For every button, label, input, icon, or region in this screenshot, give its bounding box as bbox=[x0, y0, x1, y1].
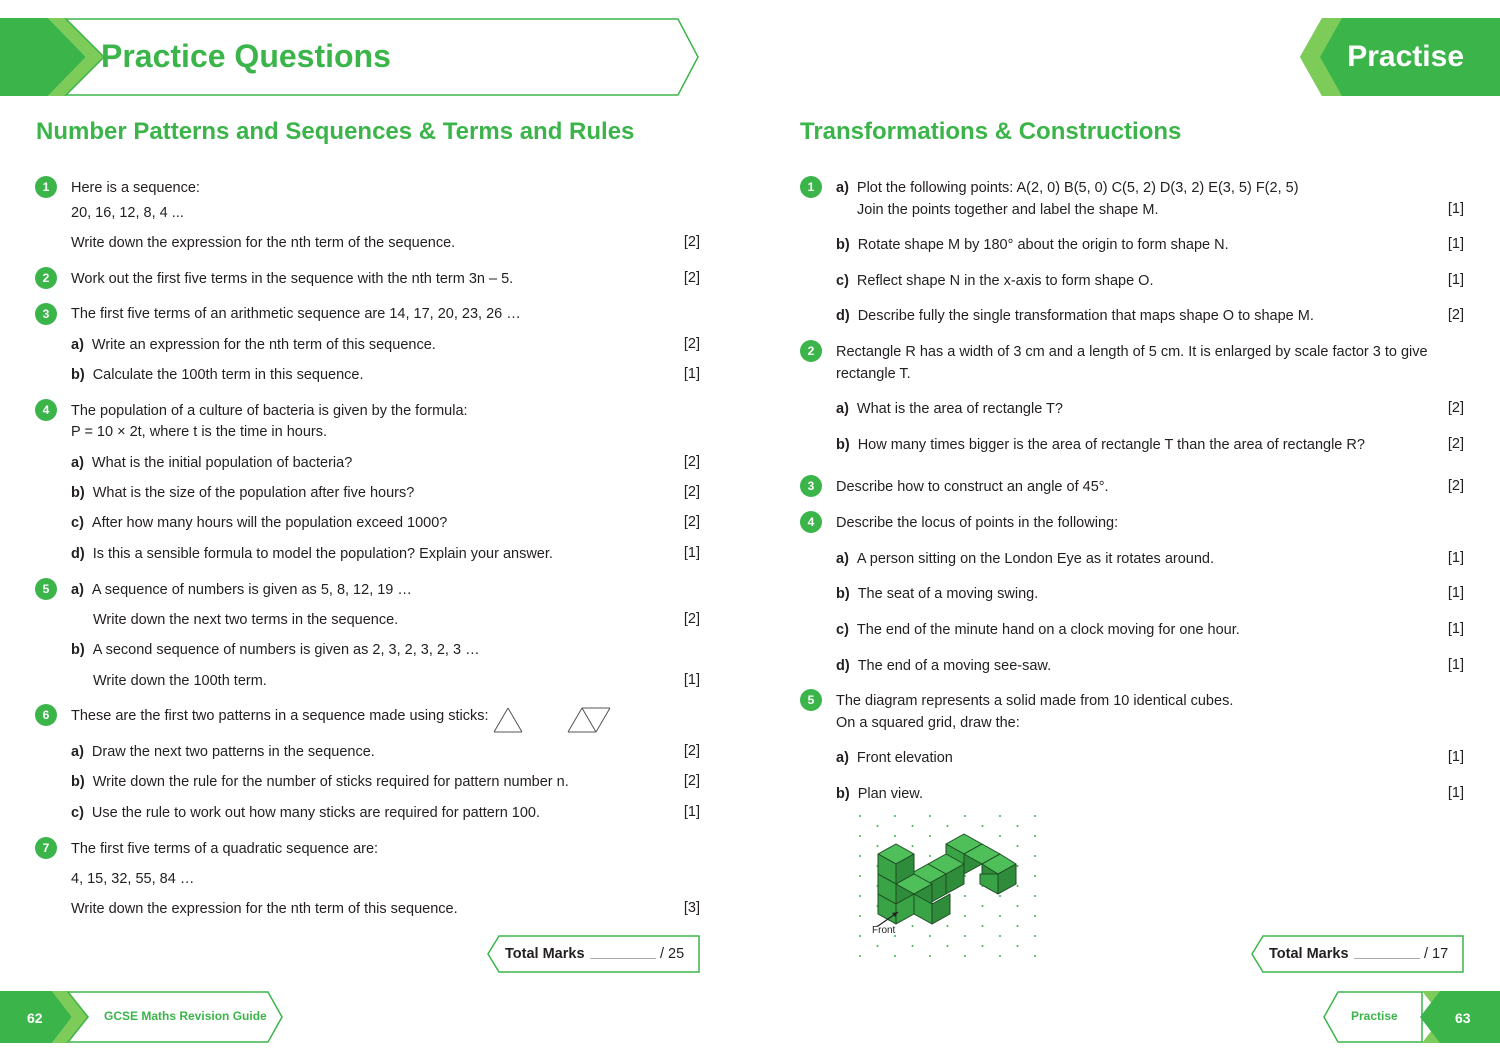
question-number: 1 bbox=[35, 176, 57, 198]
part-label: a) bbox=[836, 551, 849, 567]
grid-dot bbox=[859, 875, 861, 877]
part-label: a) bbox=[71, 744, 84, 760]
part-text: Rotate shape M by 180° about the origin to form shape N. bbox=[857, 237, 1229, 253]
part-text: After how many hours will the population exceed 1000? bbox=[91, 515, 448, 531]
grid-dot bbox=[1034, 855, 1036, 857]
total-marks-label: Total Marks bbox=[505, 946, 585, 962]
part-label: b) bbox=[836, 237, 850, 253]
mark: [1] bbox=[1447, 201, 1464, 217]
grid-dot bbox=[1034, 955, 1036, 957]
part-text: A sequence of numbers is given as 5, 8, 12, 19 … bbox=[91, 582, 412, 598]
mark: [2] bbox=[683, 743, 700, 759]
question-number: 1 bbox=[800, 176, 822, 198]
grid-dot bbox=[859, 835, 861, 837]
grid-dot bbox=[964, 955, 966, 957]
part-label: c) bbox=[71, 805, 84, 821]
footer-book-title: GCSE Maths Revision Guide bbox=[104, 1009, 267, 1023]
part-text: A person sitting on the London Eye as it rotates around. bbox=[856, 551, 1215, 567]
grid-dot bbox=[982, 925, 984, 927]
part-row bbox=[836, 657, 1051, 675]
grid-dot bbox=[859, 815, 861, 817]
grid-dot bbox=[912, 845, 914, 847]
part-label: b) bbox=[836, 786, 850, 802]
part-row bbox=[71, 641, 480, 659]
mark: [1] bbox=[1447, 621, 1464, 637]
part-label: c) bbox=[836, 273, 849, 289]
grid-dot bbox=[999, 935, 1001, 937]
mark: [1] bbox=[1447, 550, 1464, 566]
part-row bbox=[71, 545, 553, 563]
part-label: d) bbox=[836, 308, 850, 324]
part-label: a) bbox=[836, 180, 849, 196]
question-text: Describe the locus of points in the following: bbox=[836, 515, 1119, 531]
part-label: a) bbox=[71, 337, 84, 353]
right-section-title: Transformations & Constructions bbox=[800, 118, 1182, 145]
mark: [2] bbox=[1447, 478, 1464, 494]
part-label: b) bbox=[836, 437, 850, 453]
part-text: Is this a sensible formula to model the population? Explain your answer. bbox=[92, 546, 553, 562]
mark: [2] bbox=[683, 484, 700, 500]
part-label: b) bbox=[71, 642, 85, 658]
mark: [2] bbox=[683, 611, 700, 627]
left-section-title: Number Patterns and Sequences & Terms and Rules bbox=[36, 118, 635, 145]
part-row bbox=[71, 773, 569, 791]
grid-dot bbox=[894, 835, 896, 837]
mark: [2] bbox=[683, 514, 700, 530]
question-text: On a squared grid, draw the: bbox=[836, 715, 1020, 731]
mark: [1] bbox=[683, 804, 700, 820]
grid-dot bbox=[929, 835, 931, 837]
question-text: rectangle T. bbox=[836, 366, 911, 382]
question-text: The first five terms of an arithmetic sequence are 14, 17, 20, 23, 26 … bbox=[71, 306, 521, 322]
question-number: 2 bbox=[35, 267, 57, 289]
question-number: 2 bbox=[800, 340, 822, 362]
grid-dot bbox=[859, 955, 861, 957]
total-marks-line bbox=[1354, 958, 1420, 959]
mark: [2] bbox=[1447, 307, 1464, 323]
grid-dot bbox=[859, 855, 861, 857]
part-row bbox=[836, 307, 1314, 325]
grid-dot bbox=[982, 905, 984, 907]
part-text: How many times bigger is the area of rectangle T than the area of rectangle R? bbox=[857, 437, 1365, 453]
part-text: What is the area of rectangle T? bbox=[856, 401, 1063, 417]
part-row bbox=[836, 400, 1063, 418]
part-row bbox=[71, 514, 447, 532]
grid-dot bbox=[877, 825, 879, 827]
grid-dot bbox=[964, 815, 966, 817]
grid-dot bbox=[1034, 895, 1036, 897]
part-row bbox=[836, 585, 1038, 603]
grid-dot bbox=[1017, 865, 1019, 867]
part-text: Reflect shape N in the x-axis to form shape O. bbox=[856, 273, 1154, 289]
grid-dot bbox=[859, 935, 861, 937]
grid-dot bbox=[947, 925, 949, 927]
question-text: P = 10 × 2t, where t is the time in hours. bbox=[71, 424, 328, 440]
grid-dot bbox=[1034, 875, 1036, 877]
part-text: The end of a moving see-saw. bbox=[857, 658, 1052, 674]
part-label: b) bbox=[71, 485, 85, 501]
part-row bbox=[836, 436, 1365, 454]
grid-dot bbox=[982, 945, 984, 947]
mark: [2] bbox=[683, 270, 700, 286]
grid-dot bbox=[859, 895, 861, 897]
part-text: What is the initial population of bacteria? bbox=[91, 455, 353, 471]
part-label: a) bbox=[836, 750, 849, 766]
grid-dot bbox=[1017, 925, 1019, 927]
question-text: Work out the first five terms in the sequence with the nth term 3n – 5. bbox=[71, 271, 514, 287]
part-row bbox=[836, 749, 953, 767]
question-text: The population of a culture of bacteria is given by the formula: bbox=[71, 403, 468, 419]
stick-patterns-diagram bbox=[492, 702, 616, 736]
total-marks-label: Total Marks bbox=[1269, 946, 1349, 962]
part-text: Draw the next two patterns in the sequence. bbox=[91, 744, 375, 760]
mark: [1] bbox=[1447, 585, 1464, 601]
mark: [1] bbox=[1447, 272, 1464, 288]
part-label: d) bbox=[836, 658, 850, 674]
mark: [1] bbox=[683, 366, 700, 382]
total-marks-value: / 17 bbox=[1424, 946, 1449, 962]
part-row bbox=[71, 336, 436, 354]
mark: [1] bbox=[683, 672, 700, 688]
part-label: b) bbox=[836, 586, 850, 602]
grid-dot bbox=[1034, 835, 1036, 837]
part-text: Describe fully the single transformation that maps shape O to shape M. bbox=[857, 308, 1314, 324]
question-text: 4, 15, 32, 55, 84 … bbox=[71, 871, 195, 887]
question-text: Describe how to construct an angle of 45°. bbox=[836, 479, 1109, 495]
header-right-title: Practise bbox=[1347, 40, 1464, 73]
question-number: 6 bbox=[35, 704, 57, 726]
part-text: Front elevation bbox=[856, 750, 953, 766]
grid-dot bbox=[877, 845, 879, 847]
part-label: a) bbox=[71, 582, 84, 598]
part-text: A second sequence of numbers is given as 2, 3, 2, 3, 2, 3 … bbox=[92, 642, 480, 658]
grid-dot bbox=[912, 825, 914, 827]
grid-dot bbox=[912, 945, 914, 947]
mark: [3] bbox=[683, 900, 700, 916]
part-row bbox=[836, 236, 1229, 254]
grid-dot bbox=[999, 895, 1001, 897]
part-subtext: Join the points together and label the shape M. bbox=[857, 202, 1159, 218]
part-text: What is the size of the population after five hours? bbox=[92, 485, 415, 501]
question-number: 5 bbox=[35, 578, 57, 600]
grid-dot bbox=[999, 835, 1001, 837]
part-text: The end of the minute hand on a clock moving for one hour. bbox=[856, 622, 1240, 638]
grid-dot bbox=[947, 825, 949, 827]
question-text: Rectangle R has a width of 3 cm and a length of 5 cm. It is enlarged by scale factor 3 to give bbox=[836, 344, 1428, 360]
part-label: c) bbox=[71, 515, 84, 531]
grid-dot bbox=[999, 955, 1001, 957]
part-label: a) bbox=[71, 455, 84, 471]
grid-dot bbox=[1017, 845, 1019, 847]
grid-dot bbox=[1034, 935, 1036, 937]
footer-right-shape bbox=[1322, 990, 1500, 1044]
part-text: Calculate the 100th term in this sequence. bbox=[92, 367, 364, 383]
part-row bbox=[71, 581, 412, 599]
grid-dot bbox=[929, 955, 931, 957]
grid-dot bbox=[999, 915, 1001, 917]
grid-dot bbox=[859, 915, 861, 917]
question-number: 3 bbox=[35, 303, 57, 325]
grid-dot bbox=[912, 925, 914, 927]
part-row bbox=[836, 550, 1214, 568]
question-text: 20, 16, 12, 8, 4 ... bbox=[71, 205, 184, 221]
grid-dot bbox=[964, 915, 966, 917]
grid-dot bbox=[947, 945, 949, 947]
part-text: Write down the rule for the number of sticks required for pattern number n. bbox=[92, 774, 569, 790]
part-text: The seat of a moving swing. bbox=[857, 586, 1039, 602]
part-text: Write an expression for the nth term of this sequence. bbox=[91, 337, 436, 353]
mark: [2] bbox=[1447, 400, 1464, 416]
grid-dot bbox=[982, 825, 984, 827]
grid-dot bbox=[1017, 885, 1019, 887]
part-row bbox=[71, 804, 540, 822]
mark: [2] bbox=[683, 454, 700, 470]
page-number-left: 62 bbox=[27, 1010, 43, 1026]
mark: [1] bbox=[1447, 749, 1464, 765]
front-label: Front bbox=[872, 925, 896, 936]
grid-dot bbox=[999, 815, 1001, 817]
part-row bbox=[71, 366, 364, 384]
part-label: d) bbox=[71, 546, 85, 562]
question-number: 4 bbox=[800, 511, 822, 533]
grid-dot bbox=[877, 945, 879, 947]
mark: [2] bbox=[683, 773, 700, 789]
question-number: 5 bbox=[800, 689, 822, 711]
grid-dot bbox=[1034, 815, 1036, 817]
part-text: Plot the following points: A(2, 0) B(5, 0) C(5, 2) D(3, 2) E(3, 5) F(2, 5) bbox=[856, 180, 1299, 196]
part-label: a) bbox=[836, 401, 849, 417]
part-text: Plan view. bbox=[857, 786, 923, 802]
question-number: 3 bbox=[800, 475, 822, 497]
isometric-cubes-diagram bbox=[850, 810, 1060, 962]
question-text: Here is a sequence: bbox=[71, 180, 200, 196]
grid-dot bbox=[929, 935, 931, 937]
mark: [1] bbox=[1447, 236, 1464, 252]
question-number: 4 bbox=[35, 399, 57, 421]
mark: [1] bbox=[683, 545, 700, 561]
part-row bbox=[71, 454, 352, 472]
question-text: The first five terms of a quadratic sequence are: bbox=[71, 841, 379, 857]
question-number: 7 bbox=[35, 837, 57, 859]
total-marks-line bbox=[590, 958, 656, 959]
part-text: Use the rule to work out how many sticks are required for pattern 100. bbox=[91, 805, 541, 821]
mark: [1] bbox=[1447, 657, 1464, 673]
grid-dot bbox=[929, 815, 931, 817]
part-label: b) bbox=[71, 367, 85, 383]
grid-dot bbox=[894, 815, 896, 817]
part-row bbox=[71, 484, 414, 502]
total-marks-value: / 25 bbox=[660, 946, 685, 962]
part-label: c) bbox=[836, 622, 849, 638]
part-row bbox=[71, 743, 375, 761]
mark: [2] bbox=[683, 234, 700, 250]
page-number-right: 63 bbox=[1455, 1010, 1471, 1026]
part-subtext: Write down the 100th term. bbox=[93, 673, 267, 689]
part-row bbox=[836, 179, 1299, 197]
grid-dot bbox=[1017, 905, 1019, 907]
mark: [2] bbox=[683, 336, 700, 352]
part-subtext: Write down the next two terms in the sequence. bbox=[93, 612, 399, 628]
question-text: Write down the expression for the nth term of this sequence. bbox=[71, 901, 458, 917]
mark: [1] bbox=[1447, 785, 1464, 801]
part-label: b) bbox=[71, 774, 85, 790]
grid-dot bbox=[964, 895, 966, 897]
question-text: These are the first two patterns in a sequence made using sticks: bbox=[71, 708, 489, 724]
grid-dot bbox=[929, 855, 931, 857]
part-row bbox=[836, 272, 1153, 290]
grid-dot bbox=[1017, 945, 1019, 947]
part-row bbox=[836, 785, 923, 803]
question-text: The diagram represents a solid made from 10 identical cubes. bbox=[836, 693, 1234, 709]
footer-section-label: Practise bbox=[1351, 1009, 1398, 1023]
mark: [2] bbox=[1447, 436, 1464, 452]
question-text: Write down the expression for the nth term of the sequence. bbox=[71, 235, 456, 251]
page-title: Practice Questions bbox=[101, 38, 391, 74]
grid-dot bbox=[1034, 915, 1036, 917]
grid-dot bbox=[894, 955, 896, 957]
grid-dot bbox=[964, 935, 966, 937]
grid-dot bbox=[1017, 825, 1019, 827]
part-row bbox=[836, 621, 1240, 639]
